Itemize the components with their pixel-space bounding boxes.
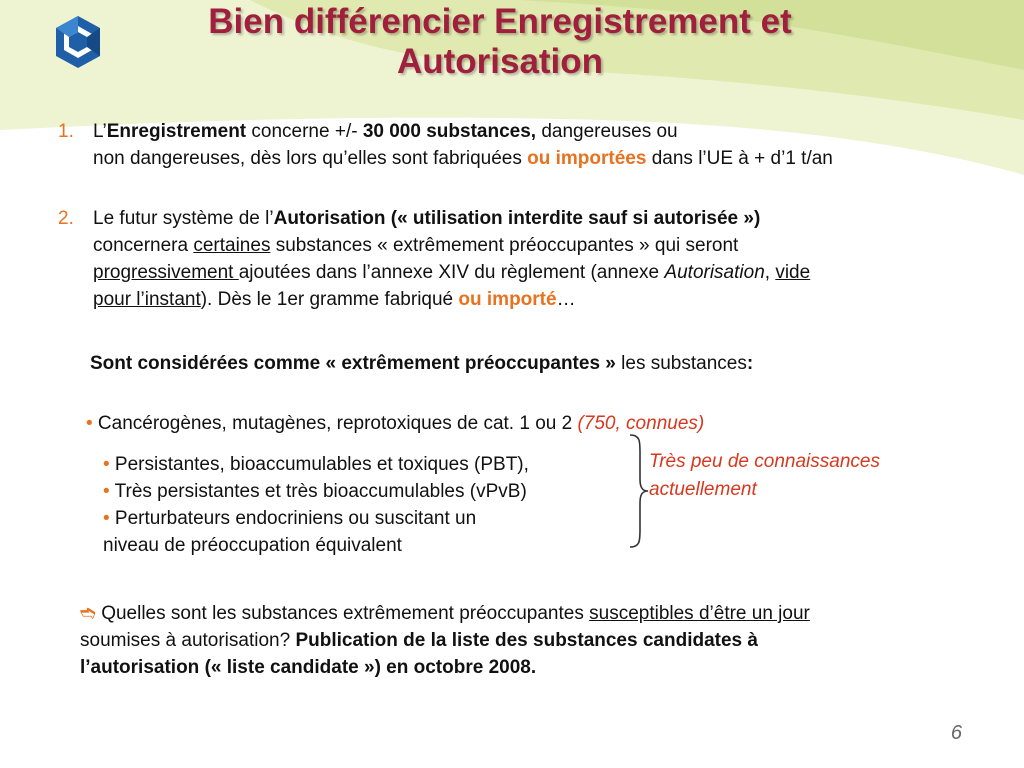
text-run: Perturbateurs endocriniens ou suscitant un bbox=[109, 508, 477, 529]
underlined-pour-l-instant: pour l’instant bbox=[93, 289, 201, 310]
text-run: Le futur système de l’ bbox=[93, 208, 274, 229]
conclusion-line-1 bbox=[80, 600, 810, 627]
text-run: , bbox=[764, 262, 776, 283]
text-run: : bbox=[746, 353, 754, 374]
bullet-endocrine bbox=[103, 505, 476, 532]
highlight-importees: ou importées bbox=[527, 148, 647, 169]
text-run: Cancérogènes, mutagènes, reprotoxiques de cat. 1 ou 2 bbox=[92, 413, 578, 434]
text-run: ajoutées dans l’annexe XIV du règlement (annexe bbox=[238, 262, 665, 283]
title-line-2: Autorisation bbox=[396, 42, 604, 81]
text-run: … bbox=[556, 289, 576, 310]
highlight-importe: ou importé bbox=[458, 289, 557, 310]
bullet-endocrine-line-2: niveau de préoccupation équivalent bbox=[103, 535, 402, 556]
knowledge-note bbox=[649, 448, 880, 504]
conclusion-line-2 bbox=[80, 627, 758, 654]
bullet-pbt bbox=[103, 451, 529, 478]
arrow-icon: ➬ bbox=[80, 603, 96, 624]
right-brace-icon bbox=[628, 433, 650, 549]
item-1-line-1 bbox=[93, 118, 678, 145]
title-line-1: Bien différencier Enregistrement et bbox=[208, 2, 792, 41]
item-1-number: 1. bbox=[58, 121, 74, 142]
logo-icon bbox=[50, 14, 106, 70]
bullet-icon: • bbox=[86, 413, 93, 434]
note-line-1: Très peu de connaissances bbox=[649, 451, 880, 472]
note-line-2: actuellement bbox=[649, 479, 757, 500]
text-run: substances « extrêmement préoccupantes » qui seront bbox=[270, 235, 739, 256]
substance-count: 30 000 substances, bbox=[362, 121, 537, 142]
item-2-number: 2. bbox=[58, 208, 74, 229]
text-run: dangereuses ou bbox=[536, 121, 678, 142]
bullet-icon: • bbox=[103, 508, 110, 529]
term-enregistrement: Enregistrement bbox=[106, 121, 247, 142]
text-run: soumises à autorisation? bbox=[80, 630, 296, 651]
item-2-line-1 bbox=[93, 205, 760, 232]
text-run: non dangereuses, dès lors qu’elles sont fabriquées bbox=[93, 148, 528, 169]
bullet-icon: • bbox=[103, 481, 110, 502]
text-run: dans l’UE à + d’1 t/an bbox=[646, 148, 833, 169]
italic-autorisation: Autorisation bbox=[664, 262, 765, 283]
text-run: concernera bbox=[93, 235, 194, 256]
cmr-count-note: (750, connues) bbox=[577, 413, 705, 434]
underlined-susceptibles: susceptibles d’être un jour bbox=[589, 603, 810, 624]
slide-title bbox=[120, 2, 880, 82]
item-2-line-4 bbox=[93, 286, 576, 313]
page-number: 6 bbox=[950, 722, 962, 744]
text-run: L’ bbox=[93, 121, 107, 142]
underlined-certaines: certaines bbox=[193, 235, 271, 256]
bullet-cmr bbox=[86, 410, 704, 437]
conclusion-line-3: l’autorisation (« liste candidate ») en octobre 2008. bbox=[80, 657, 537, 678]
text-run: les substances bbox=[615, 353, 747, 374]
bullet-vpvb bbox=[103, 478, 527, 505]
svhc-heading-bold: Sont considérées comme « extrêmement préoccupantes » bbox=[90, 353, 616, 374]
text-run: Quelles sont les substances extrêmement préoccupantes bbox=[95, 603, 590, 624]
term-autorisation: Autorisation (« utilisation interdite sauf si autorisée ») bbox=[273, 208, 761, 229]
underlined-vide: vide bbox=[775, 262, 811, 283]
item-2-line-3 bbox=[93, 259, 810, 286]
item-1-line-2 bbox=[93, 145, 833, 172]
svhc-heading bbox=[90, 350, 753, 377]
underlined-progressivement: progressivement bbox=[93, 262, 239, 283]
text-run: Persistantes, bioaccumulables et toxiques (PBT), bbox=[109, 454, 529, 475]
text-run: ). Dès le 1er gramme fabriqué bbox=[200, 289, 459, 310]
publication-bold: Publication de la liste des substances candidates à bbox=[295, 630, 758, 651]
bullet-icon: • bbox=[103, 454, 110, 475]
text-run: Très persistantes et très bioaccumulables (vPvB) bbox=[109, 481, 527, 502]
text-run: concerne +/- bbox=[246, 121, 363, 142]
item-2-line-2 bbox=[93, 232, 738, 259]
